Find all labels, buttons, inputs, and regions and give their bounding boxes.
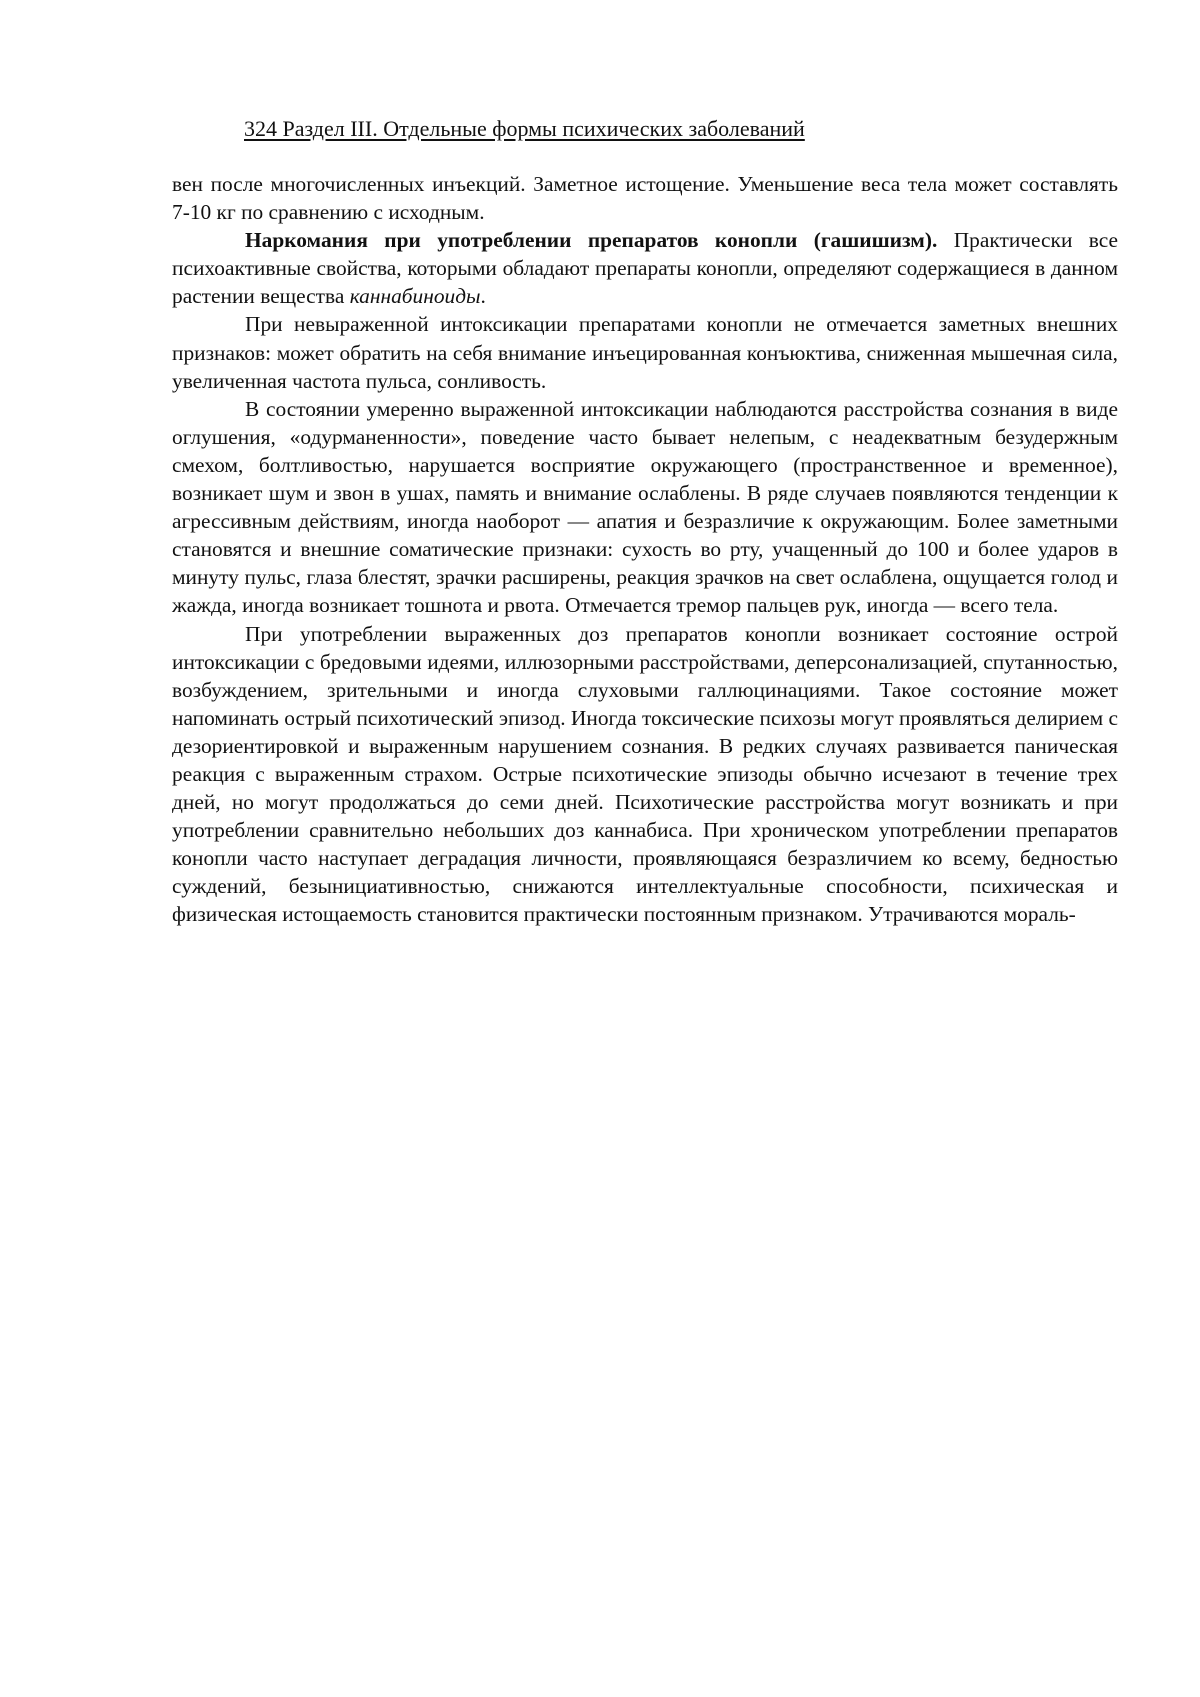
italic-term: каннабиноиды — [349, 284, 481, 309]
paragraph-moderate-intoxication: В состоянии умеренно выраженной интоксикации наблюдаются расстройства сознания в виде оглушения, «одурманенности», поведение часто бывает нелепым, с неадекватным безудержным смехом, болтливостью, нарушается восприятие окружающего (пространственное и временное), возникает шум и звон в ушах, память и внимание ослаблены. В ряде случаев появляются тенденции к агрессивным действиям, иногда наоборот — апатия и безразличие к окружающим. Более заметными становятся и внешние соматические признаки: сухость во рту, учащенный до 100 и более ударов в минуту пульс, глаза блестят, зрачки расширены, реакция зрачков на свет ослаблена, ощущается голод и жажда, иногда возникает тошнота и рвота. Отмечается тремор пальцев рук, иногда — всего тела. — [172, 396, 1118, 618]
running-header: 324 Раздел III. Отдельные формы психических заболеваний — [244, 116, 805, 141]
body-text — [172, 170, 1118, 929]
paragraph-text: Практически все психоактивные свойства, которыми обладают препараты конопли, определяют содержащиеся в данном растении вещества — [172, 228, 1118, 309]
paragraph-acute-intoxication: При употреблении выраженных доз препаратов конопли возникает состояние острой интоксикации с бредовыми идеями, иллюзорными расстройствами, деперсонализацией, спутанностью, возбуждением, зрительными и иногда слуховыми галлюцинациями. Такое состояние может напоминать острый психотический эпизод. Иногда токсические психозы могут проявляться делирием с дезориентировкой и выраженным нарушением сознания. В редких случаях развивается паническая реакция с выраженным страхом. Острые психотические эпизоды обычно исчезают в течение трех дней, но могут продолжаться до семи дней. Психотические расстройства могут возникать и при употреблении сравнительно небольших доз каннабиса. При хроническом употреблении препаратов конопли часто наступает деградация личности, проявляющаяся безразличием ко всему, бедностью суждений, безынициативностью, снижаются интеллектуальные способности, психическая и физическая истощаемость становится практически постоянным признаком. Утрачиваются мораль- — [172, 621, 1118, 927]
paragraph-period: . — [480, 284, 486, 309]
paragraph-cannabis-intro — [172, 226, 1118, 310]
section-heading: Наркомания при употреблении препаратов конопли (гашишизм). — [245, 228, 938, 253]
paragraph-mild-intoxication: При невыраженной интоксикации препаратами конопли не отмечается заметных внешних признаков: может обратить на себя внимание инъецированная конъюктива, сниженная мышечная сила, увеличенная частота пульса, сонливость. — [172, 312, 1118, 393]
paragraph-continuation: вен после многочисленных инъекций. Заметное истощение. Уменьшение веса тела может составлять 7-10 кг по сравнению с исходным. — [172, 172, 1118, 225]
